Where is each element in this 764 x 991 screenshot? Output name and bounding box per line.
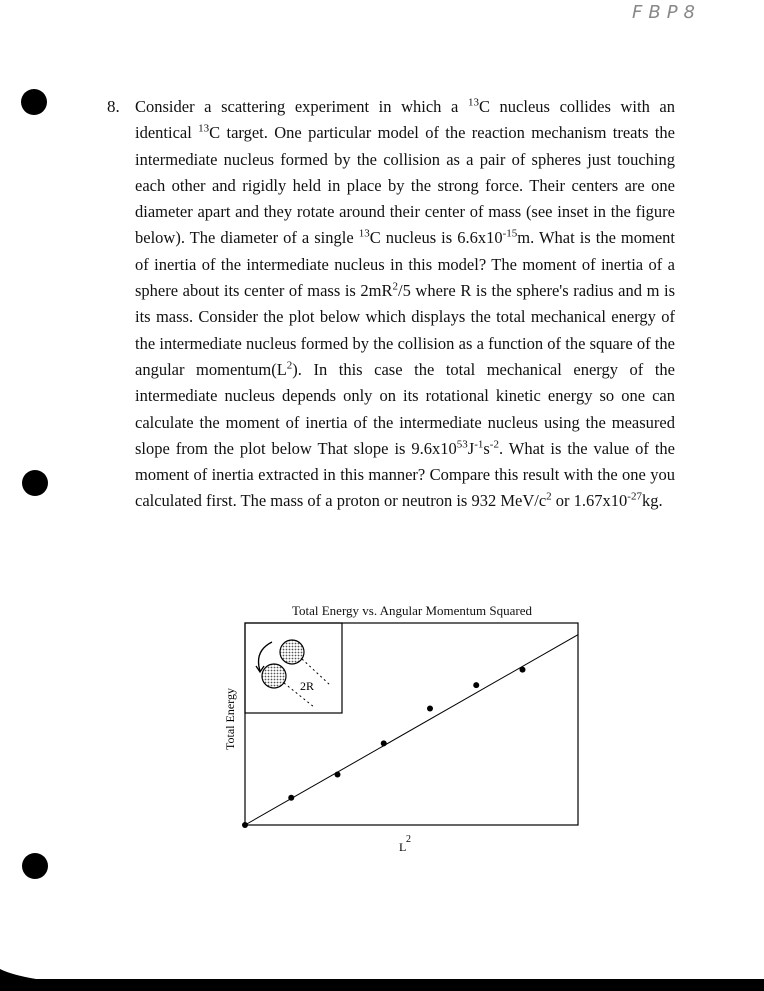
chart-title: Total Energy vs. Angular Momentum Squared (291, 603, 533, 618)
superscript: 13 (467, 96, 479, 109)
question-text-run: m. What is the moment of inertia of the intermediate nucleus in this model? The moment of inertia of a sphere about its center of mass is 2mR (135, 228, 676, 301)
data-point-3 (335, 772, 341, 778)
superscript: -1 (474, 438, 484, 451)
superscript: -2 (489, 438, 499, 451)
question-text-run: C nucleus is 6.6x10 (369, 228, 503, 248)
question-text-run: J (467, 438, 475, 458)
nucleus-sphere-lower (262, 664, 286, 688)
scan-corner-mark (0, 965, 40, 979)
data-point-5 (427, 705, 433, 711)
question-text-run: C target. One particular model of the reaction mechanism treats the intermediate nucleus formed by the collision as a pair of spheres just touching each other and rigidly held in place by the strong force. Their centers are one diameter apart and they rotate around their center of mass (see inset in the figure below). The diameter of a single (135, 123, 675, 248)
question-text-run: kg. (641, 491, 663, 511)
superscript: 13 (358, 227, 370, 240)
question-text-run: C nucleus collides with an identical (135, 97, 675, 143)
handwritten-page-label: FBP8 (632, 2, 702, 23)
binder-hole-bottom (22, 853, 48, 879)
data-point-4 (381, 740, 387, 746)
superscript: 53 (456, 438, 468, 451)
question-number: 8. (107, 97, 120, 116)
superscript: 2 (286, 359, 293, 372)
nucleus-sphere-upper (280, 640, 304, 664)
binder-hole-middle (22, 470, 48, 496)
x-axis-label: L (399, 840, 407, 854)
energy-vs-momentum-chart (210, 615, 590, 865)
superscript: -15 (502, 227, 518, 240)
superscript: 13 (198, 122, 210, 135)
question-text-run: ). In this case the total mechanical energy of the intermediate nucleus depends only on its rotational kinetic energy so one can calculate the moment of inertia of the intermediate nucleus using the measured slope from the plot below That slope is 9.6x10 (135, 359, 675, 458)
binder-hole-top (21, 89, 47, 115)
data-point-1 (242, 822, 248, 828)
superscript: 2 (392, 280, 399, 293)
question-text-run: s (483, 438, 490, 458)
data-point-6 (473, 682, 479, 688)
y-axis-label: Total Energy (223, 688, 237, 750)
question-text-run: . What is the value of the moment of inertia extracted in this manner? Compare this result with the one you calculated first. The mass of a proton or neutron is 932 MeV/c (135, 438, 676, 511)
question-text (135, 94, 675, 515)
question-text-run: Consider a scattering experiment in which a (135, 97, 468, 116)
question-text-run: or 1.67x10 (551, 491, 628, 511)
inset-label: 2R (300, 679, 315, 693)
superscript: 2 (546, 490, 552, 503)
data-point-2 (288, 795, 294, 801)
question-text-run: /5 where R is the sphere's radius and m is its mass. Consider the plot below which displays the total mechanical energy of the intermediate nucleus formed by the collision as a function of the square of the angular momentum(L (135, 281, 675, 379)
scan-bottom-edge (0, 979, 764, 991)
x-axis-label-superscript: 2 (406, 834, 411, 845)
inset-diagram (245, 623, 342, 713)
superscript: -27 (627, 490, 642, 503)
data-point-7 (520, 667, 526, 673)
